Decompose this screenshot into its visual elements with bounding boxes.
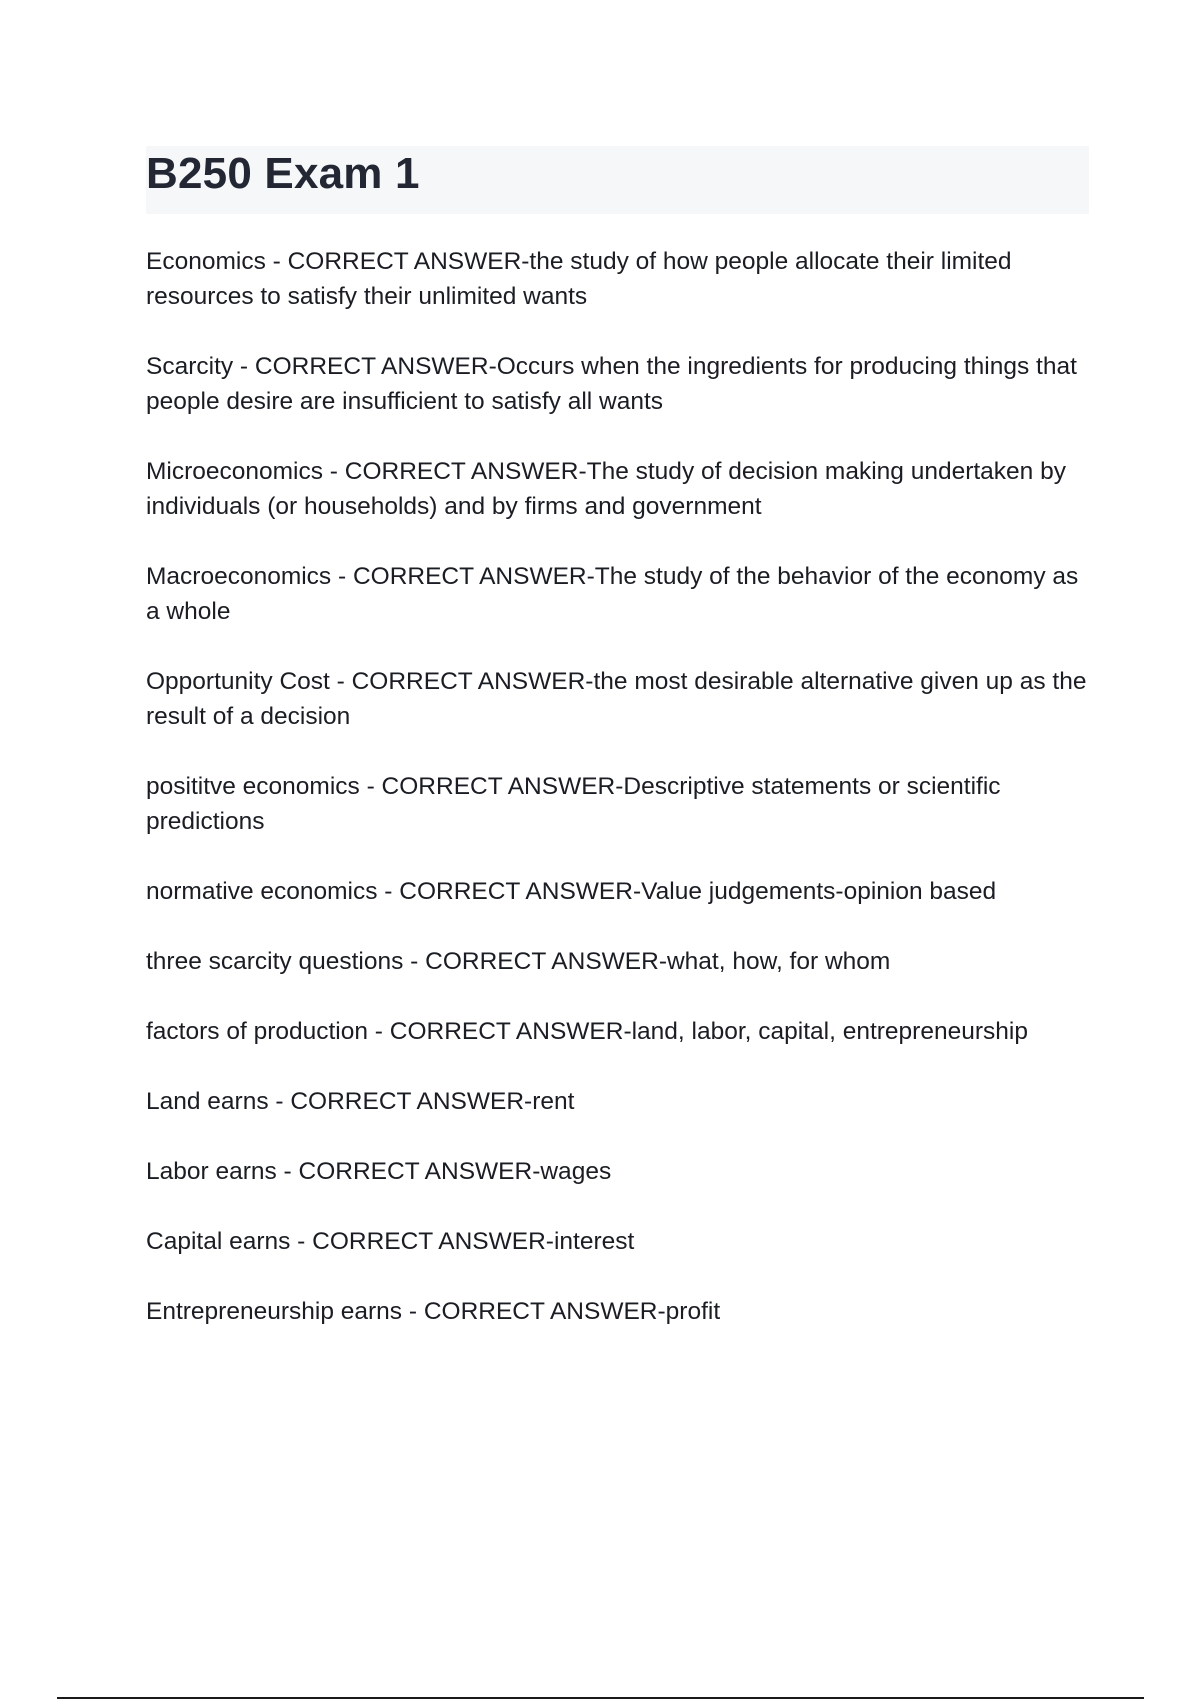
title-banner — [146, 146, 1089, 214]
qa-entry: Labor earns - CORRECT ANSWER-wages — [146, 1158, 612, 1185]
footer-divider — [57, 1697, 1144, 1699]
qa-entry: Land earns - CORRECT ANSWER-rent — [146, 1088, 575, 1115]
qa-entry: three scarcity questions - CORRECT ANSWER-what, how, for whom — [146, 948, 891, 975]
qa-entry: Opportunity Cost - CORRECT ANSWER-the most desirable alternative given up as the result of a decision — [146, 668, 1087, 730]
qa-entry: Macroeconomics - CORRECT ANSWER-The study of the behavior of the economy as a whole — [146, 563, 1079, 625]
qa-entry: Capital earns - CORRECT ANSWER-interest — [146, 1228, 635, 1255]
qa-entry: Microeconomics - CORRECT ANSWER-The study of decision making undertaken by individuals (or households) and by firms and government — [146, 458, 1066, 520]
qa-entry-list — [146, 244, 1096, 1364]
qa-entry: posititve economics - CORRECT ANSWER-Descriptive statements or scientific predictions — [146, 773, 1001, 835]
qa-entry: Scarcity - CORRECT ANSWER-Occurs when the ingredients for producing things that people desire are insufficient to satisfy all wants — [146, 353, 1077, 415]
qa-entry: factors of production - CORRECT ANSWER-land, labor, capital, entrepreneurship — [146, 1018, 1028, 1045]
qa-entry: Entrepreneurship earns - CORRECT ANSWER-profit — [146, 1298, 721, 1325]
qa-entry: normative economics - CORRECT ANSWER-Value judgements-opinion based — [146, 878, 997, 905]
qa-entry: Economics - CORRECT ANSWER-the study of how people allocate their limited resources to satisfy their unlimited wants — [146, 248, 1012, 310]
page-title: B250 Exam 1 — [146, 149, 420, 198]
